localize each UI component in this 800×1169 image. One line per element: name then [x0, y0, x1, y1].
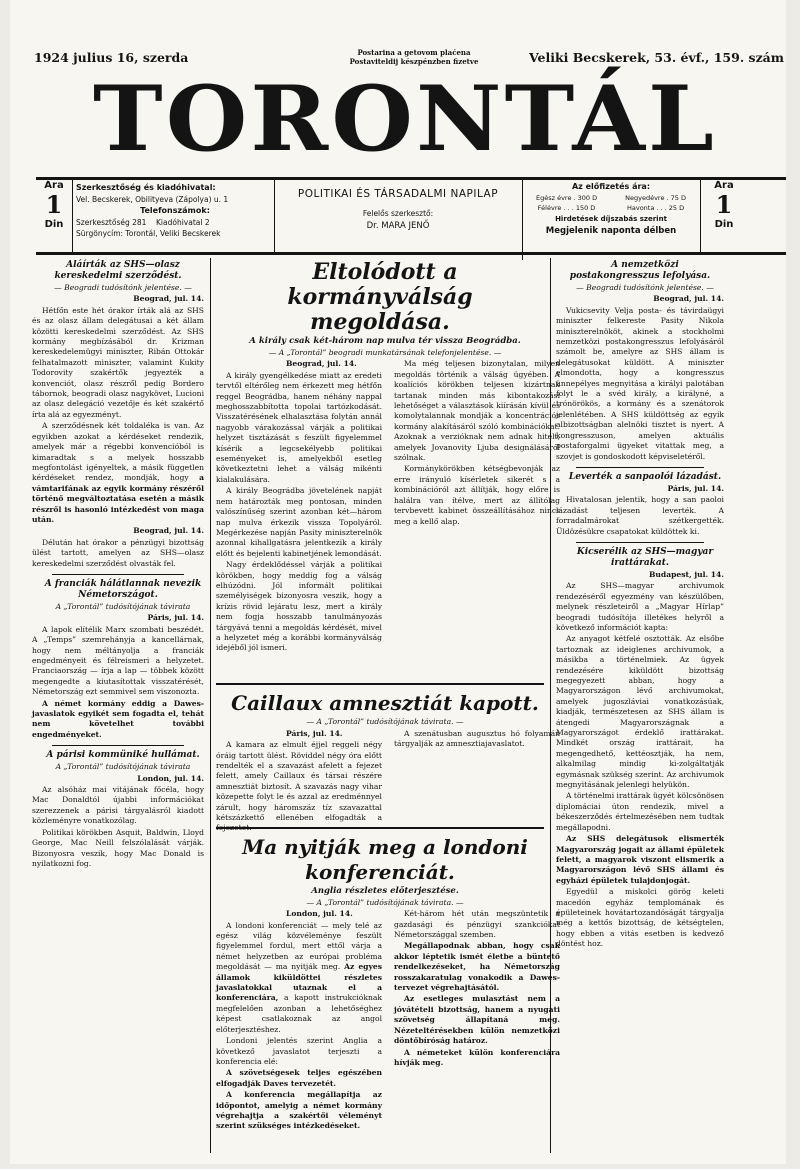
dateline: Páris, jul. 14.	[286, 728, 343, 738]
main-article-col-b	[394, 359, 560, 528]
sub-quarter: Negyedévre . 75 D	[625, 193, 686, 202]
editorial-address: Vel. Becskerek, Obilityeva (Zápolya) u. 1	[76, 194, 229, 204]
article-title: Leverték a sanpaolói lázadást.	[568, 471, 722, 482]
issue-date: 1924 julius 16, szerda	[34, 50, 189, 65]
paragraph: Hétfőn este hét órakor írták alá az SHS és az olasz állam delegátusai a két állam közötti kereskedelmi szerződést. Az SHS kormány megbízásából dr. Krizman kereskedelemügyi miniszter, Ribán Ottokár felhatalmazott miniszter, valamint Kukity Todorovity szakértők jegyezték a konvenciót, olasz részről pedig Bordero tábornok, beogradi olasz nagykövet, Lucioni az olasz delegáció vezetője és két szakértő írta alá az egyezményt.	[32, 305, 204, 419]
dateline: Páris, jul. 14.	[667, 483, 724, 493]
price-box-left	[36, 180, 73, 252]
paragraph: Vukicsevity Velja posta- és távirdaügyi miniszter felkereste Pasity Nikola miniszterelnököt, akinek a stockholmi nemzetközi postakongresszus lefolyásáról számolt be, amelyre az SHS állam is delegátusokat küldött. A miniszter elmondotta, hogy a kongresszus ünnepélyes megnyitása a királyi palotában folyt le a svéd király, a királyné, a trónörökös, a kormány és a szenátorok jelenlétében. A SHS küldöttség az egyik albizottságban alelnöki tisztet is nyert. A kongresszuson, amelyen aktuális postaforgalmi ügyeket vitattak meg, a szovjet is gondoskodott képviseletéről.	[556, 305, 724, 461]
headline-caillaux: Caillaux amnesztiát kapott.	[231, 691, 539, 716]
dateline: Beograd, jul. 14.	[286, 359, 357, 369]
paragraph: Londoni jelentés szerint Anglia a következő javaslatot terjeszti a konferencia elé:	[216, 1036, 382, 1066]
dateline: Budapest, jul. 14.	[648, 569, 724, 579]
main-subheadline: A király csak két-három nap mulva tér vissza Beográdba.	[249, 336, 521, 346]
paragraph-text: A szerződésnek két toldaléka is van. Az egyikben azokat a kérdéseket rendezik, amelyek már a régebbi konvencióból is kimaradtak s a melyek hosszabb megfontolást igényeltek, a másik független kérdéseket rendez, mondják, hogy	[32, 421, 204, 483]
phones-row	[76, 217, 274, 229]
paragraph: A szenátusban augusztus hó folyamán tárgyalják az amnesztiajavaslatot.	[394, 728, 560, 749]
paragraph: Kormánykörökben kétségbevonják az erre irányuló kísérletek sikerét s a kombinációról azt állítják, hogy előre is halálra van ítélve, mert az állítólag tervbevett kabinet összeállításához nincs meg a kellő alap.	[394, 464, 560, 526]
headline-london: Ma nyitják meg a londoni konferenciát.	[242, 834, 528, 884]
editorial-title: Szerkesztőség és kiadóhivatal:	[76, 183, 216, 192]
paragraph: Két-három hét után megszüntetik a gazdasági és pénzügyi szankciókat Németországgal szemben.	[394, 909, 560, 940]
main-source: — A „Torontál” beogradi munkatársának telefonjelentése. —	[268, 348, 502, 357]
dateline: Beograd, jul. 14.	[133, 294, 204, 304]
phones-title: Telefonszámok:	[140, 206, 210, 215]
center-columns	[216, 259, 560, 1155]
article-subtitle: — A „Torontál” tudósítójának távirata. —	[306, 717, 464, 727]
subscription-title: Az előfizetés ára:	[571, 182, 651, 191]
dateline: Páris, jul. 14.	[147, 613, 204, 623]
masthead: TORONTÁL	[93, 66, 717, 172]
sub-month: Havonta . . . 25 D	[626, 204, 685, 212]
paragraph: A lapok elítélik Marx szombati beszédét. A „Temps” szemrehányja a kancellárnak, hogy nem méltányolja a franciák engedményeit és félreismeri a helyzetet. Franciaország — írja a lap — többek között megengedte a kiutasítottak visszatérését, Németország ezt semmivel sem viszonozta.	[32, 624, 204, 697]
section-rule	[216, 683, 544, 685]
paragraph: Délután hat órakor a pénzügyi bizottság ülést tartott, amelyen az SHS—olasz kereskedelmi szerződést olvasták fel.	[32, 537, 204, 568]
sub-half: Félévre . . . 150 D	[537, 204, 596, 212]
paragraph: A történelmi irattárak ügyét kölcsönösen diplomáciai úton rendezik, mivel a békeszerződés értelmezésében nem tudtak megállapodni.	[556, 791, 725, 832]
tagline: POLITIKAI ÉS TÁRSADALMI NAPILAP	[297, 188, 499, 200]
column-rule-1	[210, 258, 211, 1153]
main-article-col-a	[216, 359, 382, 654]
paragraph: A szövetségesek teljes egészében elfogadják Daves tervezetét.	[216, 1068, 382, 1088]
article-subtitle: A „Torontál” tudósítójának távirata	[55, 762, 191, 772]
paragraph-bold-text: a vámtarifának az egyik kormány részéről történő megváltoztatása esetén a másik részről is hasonló intézkedést von maga után.	[32, 473, 204, 524]
paragraph: Ma még teljesen bizonytalan, milyen megoldás történik a válság ügyében. A koalíciós körökben teljesen kizártnak tartanak minden más kibontakozási lehetőséget a választások kiírásán kívül és komolytalannak mondják a koncentrációs kormány alakításáról szóló kombinációkat. Azoknak a verzióknak nem adnak hitelt, amelyek Jovanovity Ljuba designálásáról szólnak.	[394, 359, 560, 463]
paragraph: Az SHS delegátusok elismerték Magyarország jogait az állami épületek felett, a magyarok viszont elismerik a Magyarországon lévő SHS állami és egyházi épületek tulajdonjogát.	[556, 834, 724, 885]
article-title: A franciák hálátlannak nevezik Németországot.	[44, 578, 202, 600]
editorial-info	[76, 180, 275, 254]
daily-line: Megjelenik naponta délben	[545, 226, 677, 236]
paragraph: A német kormány eddig a Dawes-javaslatok egyikét sem fogadta el, tehát nem követelhet további engedményeket.	[32, 698, 204, 739]
article-subtitle: A „Torontál” tudósítójának távirata	[55, 601, 191, 611]
price-right-label: Ára	[714, 180, 734, 191]
paragraph-text: a kapott instrukcióknak megfelelően azonban a lehetőséghez képest csatlakoznak az angol előterjesztéshez.	[216, 993, 382, 1034]
article-separator	[52, 574, 184, 575]
newspaper-page	[10, 0, 786, 1164]
paragraph: Nagy érdeklődéssel várják a politikai körökben, hogy meddig fog a válság elhúzódni. Jól informált politikai személyiségek bizonyosra veszik, hogy a krízis rövid lejáratu lesz, mert a király nem fogja hosszabb tanulmányozás tárgyává tenni a megoldás kérdését, mivel a helyzetet még a korábbi kormányválság idejéből jól ismeri.	[216, 560, 382, 653]
sub-year: Egész évre . 300 D	[535, 193, 598, 202]
paragraph-bold-text: Az egyes államok kiküldöttei részletes javaslatokkal utaznak el a konferenciára,	[216, 962, 382, 1003]
main-headline: Eltolódott a kormányválság megoldása.	[287, 259, 473, 335]
ads-line: Hirdetések díjszabás szerint	[555, 214, 667, 223]
price-left-value: 1	[45, 190, 63, 219]
subscription-prices	[522, 193, 700, 214]
price-right-unit: Din	[714, 219, 734, 230]
paragraph: Az SHS—magyar archivumok rendezéséről egyezmény van készülőben, melynek részleteiről a „Magyar Hírlap” beogradi tudósítója illetékes helyről a következő információt kapta:	[556, 581, 724, 632]
article-separator	[576, 542, 704, 543]
paragraph: Hivatalosan jelentik, hogy a san paoloi lázadást teljesen leverték. A forradalmárokat szétkergették. Üldözésükre csapatokat küldöttek ki.	[556, 495, 724, 536]
telegram-address: Sürgönycím: Torontál, Veliki Becskerek	[76, 229, 221, 238]
editor-label: Felelős szerkesztő:	[362, 209, 434, 218]
london-col-b	[394, 909, 560, 1069]
article-separator	[52, 745, 184, 746]
article-title: A nemzetközi postakongresszus lefolyása.	[569, 260, 711, 281]
article-title: A párisi kommüniké hullámat.	[46, 750, 200, 761]
paragraph-text: A londoni konferenciát — mely telé az egész világ közvéleménye feszült figyelemmel fordul, mert ettől várja a német helyzetben az európai probléma megoldását — ma nyitják meg.	[216, 920, 382, 972]
dateline: London, jul. 14.	[137, 773, 204, 783]
main-article-body	[216, 359, 560, 677]
article-subtitle: — Beogradi tudósítónk jelentése. —	[54, 283, 192, 292]
phone-office: Kiadóhivatal 2	[156, 217, 210, 227]
phone-editorial: Szerkesztőség 281	[76, 217, 147, 227]
dateline: Beograd, jul. 14.	[133, 526, 204, 536]
paragraph: Megállapodnak abban, hogy csak akkor léptetik ismét életbe a büntető rendelkezéseket, ha Németország rosszakaratulag vonakodik a Dawes-tervezet végrehajtásától.	[394, 941, 560, 993]
paragraph: Az alsóház mai vitájának főcéla, hogy Mac Donaldtól újabbi információkat szerezzenek a párisi tárgyalásról kiadott közleményre vonatkozólag.	[32, 785, 204, 826]
article-separator	[576, 467, 704, 468]
left-column	[32, 260, 204, 1155]
london-body	[216, 909, 560, 1169]
article-title: Aláírták az SHS—olasz kereskedelmi szerződést.	[54, 260, 182, 281]
dateline: London, jul. 14.	[286, 909, 353, 919]
paragraph: A király Beográdba jövetelének napját nem határozták meg pontosan, minden valószínűség szerint azonban két—három nap mulva érkezik vissza Topolyáról. Megérkezése napján Pasity miniszterelnök azonnal kihallgatásra jelentkezik a király előtt és bejelenti kabinetjének lemondását.	[216, 486, 382, 558]
article-title: Kicserélik az SHS—magyar irattárakat.	[576, 546, 714, 568]
paragraph: A király gyengélkedése miatt az eredeti tervtől eltérőleg nem érkezett meg hétfőn reggel Beográdba, hanem néhány nappal meghosszabbította topolai tartózkodását. Visszatérésének elhalasztása folytán annál nagyobb várakozással várják a politikai helyzet tisztázását s feszült figyelemmel kísérik a legcsekélyebb politikai eseményeket is, amelyekből esetleg következtetni lehet a válság mikénti kialakulására.	[216, 370, 382, 484]
paragraph: Politikai körökben Asquit, Baldwin, Lloyd George, Mac Neill felszólalását várják. Bizonyosra veszik, hogy Mac Donald is nyilatkozni fog.	[32, 827, 204, 868]
price-right-value: 1	[715, 190, 733, 219]
article-subtitle: — Beogradi tudósítónk jelentése. —	[576, 283, 714, 292]
subscription-box	[522, 180, 701, 254]
article-subtitle: — A „Torontál” tudósítójának távirata. —	[306, 897, 464, 907]
paragraph: Az anyagot kétfelé osztották. Az elsőbe tartoznak az ideiglenes archivumok, a másikba a történelmiek. Az ügyek rendezésére kiküldött bizottság megegyezett abban, hogy a Magyarországon lévő archivumokat, amelyek jugoszláviai vonatkozásúak, kiadják, természetesen az SHS állam is átengedi Magyarországnak a Magyarországot érdeklő irattárakat. Mindkét ország irattárait, ha megengedhető, kettéosztják, ha nem, alkalmilag mindig ki-zolgáltatják egymásnak szükség szerint. Az archivumok megnyitásának jelenlegi helyükön.	[556, 634, 724, 790]
paragraph: A konferencia megállapítja az időpontot, amelyig a német kormány végrehajtja a szakértői véleményt szerint szükséges intézkedéseket.	[216, 1090, 382, 1131]
dateline: Beograd, jul. 14.	[653, 294, 724, 304]
postage-note	[324, 48, 504, 66]
price-left-label: Ára	[44, 180, 64, 191]
article-subheadline: Anglia részletes előterjesztése.	[311, 885, 459, 896]
postage-line-1: Postarina a getovom plaćena	[357, 48, 471, 57]
price-box-right	[704, 180, 744, 252]
paragraph: Egyedül a miskolci görög keleti macedón egyház templomának és épületeinek hovátartozandóságát tárgyalja még a kettős bizottság, de kétségtelen, hogy ebben a vitás esetben is kedvező döntést hoz.	[556, 887, 724, 949]
editor-name: Dr. MARA JENŐ	[366, 221, 430, 231]
paragraph	[216, 921, 382, 1035]
right-column	[556, 260, 724, 1155]
paragraph: A kamara az elmult éjjel reggeli négy óráig tartott ülést. Röviddel négy óra előtt rendelték el a szavazást afelett a fejezet felett, amely Caillaux és társai részére amnesztiát biztosít. A szavazás nagy vihar közepette folyt le és azzal az eredménnyel zárult, hogy háromszáz tíz szavazattal kétszázkettő ellenében elfogadták a fejezetet.	[216, 740, 382, 833]
place-issue: Veliki Becskerek, 53. évf., 159. szám	[528, 50, 784, 65]
caillaux-col-a	[216, 729, 382, 835]
paragraph: Az esetleges mulasztást nem a jóvátételi bizottság, hanem a nyugati szövetség állapítaná meg. Nézeteltérésekben külön nemzetközi döntőbíróság határoz.	[394, 994, 560, 1046]
tagline-box	[274, 180, 523, 260]
caillaux-body	[216, 728, 560, 833]
london-col-a	[216, 909, 382, 1133]
paragraph	[32, 421, 204, 525]
postage-line-2: Postaviteldij készpénzben fizetve	[349, 57, 479, 66]
price-left-unit: Din	[44, 219, 64, 230]
paragraph: A németeket külön konferenciára hívják meg.	[394, 1047, 560, 1067]
caillaux-col-b	[394, 729, 560, 751]
info-bar	[36, 177, 786, 255]
